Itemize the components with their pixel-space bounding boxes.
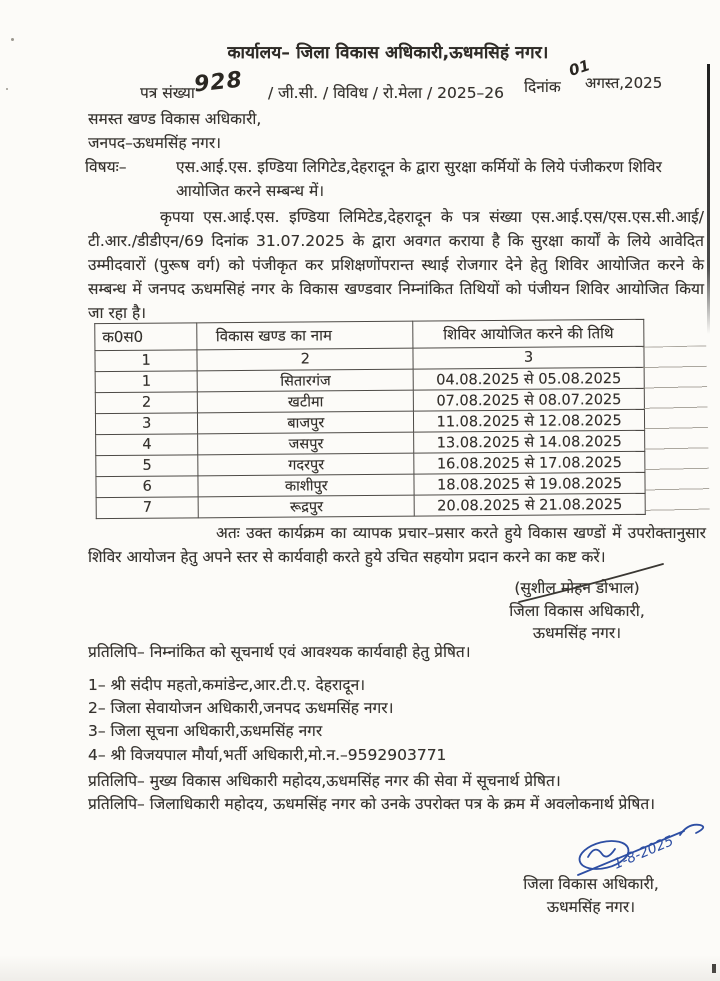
- signature-scribble: [568, 815, 720, 879]
- col-num-1: 1: [95, 350, 198, 372]
- cell-serial: 7: [96, 497, 199, 519]
- scan-edge-artifact: [707, 64, 710, 334]
- copy-list-item: 1– श्री संदीप महतो,कमांडेन्ट,आर.टी.ए. देहरादून।: [88, 676, 366, 694]
- signatory-name: (सुशील मोहन डोभाल): [514, 579, 640, 597]
- signature-date-text: 1-8-2025: [611, 833, 677, 873]
- copy-heading: प्रतिलिपि– निम्नांकित को सूचनार्थ एवं आवश्यक कार्यवाही हेतु प्रेषित।: [88, 643, 471, 661]
- cell-serial: 2: [95, 392, 198, 414]
- cell-camp-date: 13.08.2025 से 14.08.2025: [414, 430, 645, 453]
- cell-camp-date: 18.08.2025 से 19.08.2025: [414, 472, 645, 495]
- cell-serial: 1: [95, 371, 198, 393]
- cell-block-name: रूद्रपुर: [199, 495, 415, 518]
- body-paragraph: कृपया एस.आई.एस. इण्डिया लिमिटेड,देहरादून के पत्र संख्या एस.आई.एस/एस.एस.सी.आई/टी.आर./डीडीएन/69 दिनांक 31.07.2025 के द्वारा अवगत कराया है कि सुरक्षा कार्यों के लिये आवेदित उम्मीदवारों (पुरूष वर्ग) को पंजीकृत कर प्रशिक्षणोंपरान्त स्थाई रोजगार देने हेतु शिविर आयोजित करने के सम्बन्ध में जनपद ऊधमसिहं नगर के विकास खण्डवार निम्नांकित तिथियों को पंजीयन शिविर आयोजित किया जा रहा है।: [88, 208, 704, 322]
- copy-note: प्रतिलिपि– मुख्य विकास अधिकारी महोदय,ऊधमसिंह नगर की सेवा में सूचनार्थ प्रेषित।: [88, 772, 561, 790]
- table-header-row: [95, 319, 644, 350]
- copy-list-item: 4– श्री विजयपाल मौर्या,भर्ती अधिकारी,मो.न.–9592903771: [88, 745, 447, 764]
- pen-stroke-mark: [505, 556, 675, 606]
- cell-camp-date: 16.08.2025 से 17.08.2025: [414, 451, 645, 474]
- col-num-3: 3: [413, 346, 644, 369]
- letter-number-suffix: / जी.सी. / विविध / रो.मेला / 2025–26: [268, 84, 505, 102]
- cell-serial: 3: [95, 413, 198, 435]
- cell-camp-date: 20.08.2025 से 21.08.2025: [414, 493, 645, 516]
- copy-notes: [88, 770, 712, 815]
- cell-block-name: सितारगंज: [198, 369, 414, 392]
- date-label: दिनांक: [524, 78, 561, 96]
- cell-camp-date: 11.08.2025 से 12.08.2025: [414, 409, 645, 432]
- subject-text: एस.आई.एस. इण्डिया लिगिटेड,देहरादून के द्वारा सुरक्षा कर्मियों के लिये पंजीकरण शिविर आयोजित करने सम्बन्ध में।: [176, 158, 662, 200]
- cell-serial: 5: [96, 455, 199, 477]
- bottom-signatory-place: ऊधमसिंह नगर।: [546, 898, 636, 916]
- scan-bottom-shade: [0, 955, 720, 981]
- camp-schedule-table: [94, 319, 646, 519]
- closing-paragraph: अतः उक्त कार्यक्रम का व्यापक प्रचार–प्रसार करते हुये विकास खण्डों में उपरोक्तानुसार शिविर आयोजन हेतु अपने स्तर से कार्यवाही करते हुये उचित सहयोग प्रदान करने का कष्ट करें।: [88, 524, 706, 566]
- bottom-signatory-designation: जिला विकास अधिकारी,: [523, 875, 659, 893]
- copy-list-item: 3– जिला सूचना अधिकारी,ऊधमसिंह नगर: [88, 722, 323, 741]
- cell-block-name: खटीमा: [198, 390, 414, 413]
- scan-speck: [11, 38, 14, 41]
- signatory-designation: जिला विकास अधिकारी,: [509, 601, 645, 620]
- scan-speck: [6, 88, 8, 90]
- header-block-name: विकास खण्ड का नाम: [197, 321, 413, 350]
- header-camp-date: शिविर आयोजित करने की तिथि: [413, 319, 644, 348]
- cell-block-name: बाजपुर: [198, 411, 414, 434]
- addressee-block: [88, 108, 261, 155]
- letter-number-label: पत्र संख्या: [140, 84, 195, 102]
- addressee-line-1: समस्त खण्ड विकास अधिकारी,: [88, 110, 262, 128]
- header-serial: क0स0: [95, 323, 198, 351]
- bottom-signatory-block: [488, 873, 694, 919]
- signatory-place: ऊधमसिंह नगर।: [532, 624, 622, 642]
- copy-list: [88, 674, 446, 767]
- scan-line-artifacts: [642, 345, 710, 516]
- cell-serial: 4: [96, 434, 199, 456]
- addressee-line-2: जनपद–ऊधमसिंह नगर।: [88, 133, 222, 152]
- cell-serial: 6: [96, 476, 199, 498]
- copy-list-item: 2– जिला सेवायोजन अधिकारी,जनपद ऊधमसिंह नगर।: [88, 699, 394, 718]
- cell-camp-date: 07.08.2025 से 08.07.2025: [413, 388, 644, 411]
- table-body: [95, 367, 645, 518]
- date-day-handwritten: 01: [566, 56, 593, 80]
- letter-number-handwritten: 928: [192, 67, 245, 98]
- cell-block-name: काशीपुर: [198, 474, 414, 497]
- cell-camp-date: 04.08.2025 से 05.08.2025: [413, 367, 644, 390]
- cell-block-name: जसपुर: [198, 432, 414, 455]
- office-title: कार्यालय– जिला विकास अधिकारी,ऊधमसिहं नगर।: [227, 43, 549, 63]
- col-num-2: 2: [197, 348, 413, 371]
- table-row: [96, 493, 645, 518]
- subject-label: विषयः–: [85, 158, 127, 176]
- date-month-year: अगस्त,2025: [585, 74, 663, 92]
- cell-block-name: गदरपुर: [198, 453, 414, 476]
- copy-note: प्रतिलिपि– जिलाधिकारी महोदय, ऊधमसिंह नगर को उनके उपरोक्त पत्र के क्रम में अवलोकनार्थ प्रेषित।: [88, 794, 656, 813]
